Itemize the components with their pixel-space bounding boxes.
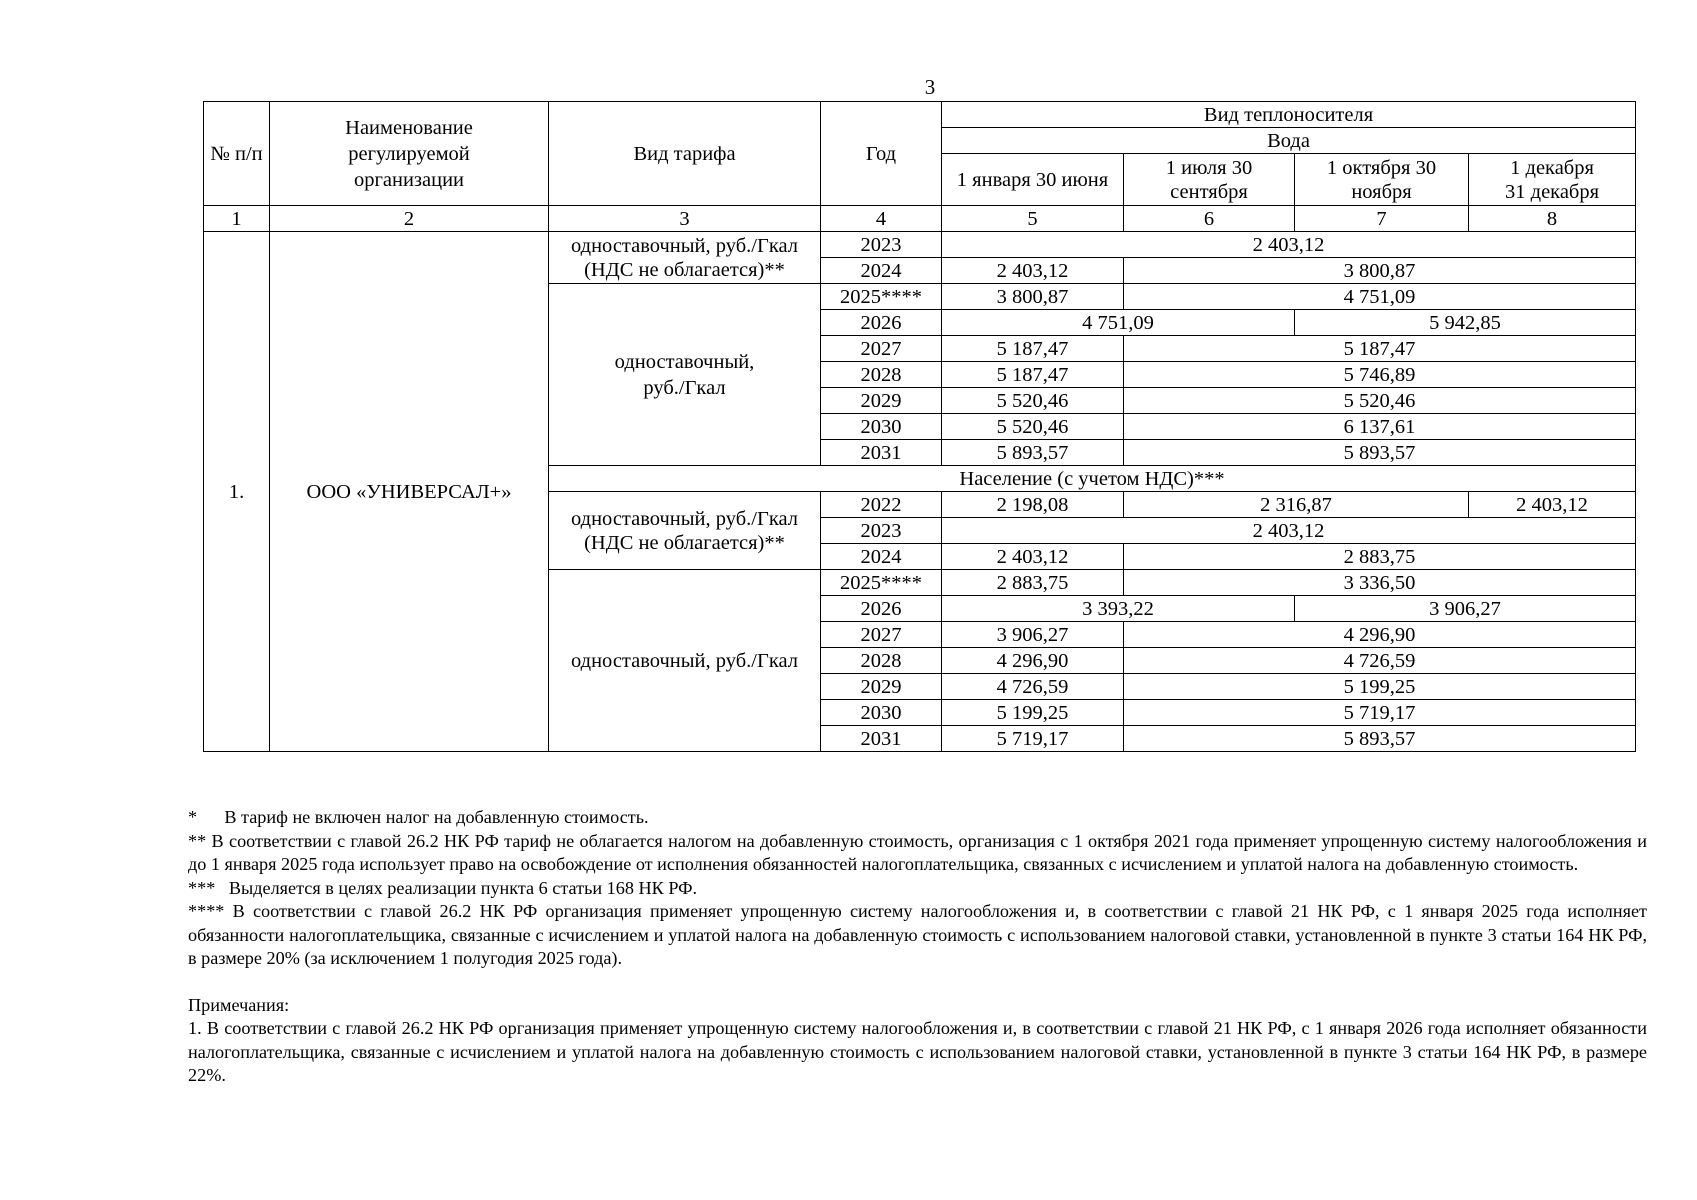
year-cell: 2028 [821, 362, 942, 388]
tariff-value-cell: 3 800,87 [1124, 258, 1636, 284]
tariff-type-cell: одноставочный, руб./Гкал (НДС не облагается)** [549, 492, 821, 570]
index-cell: 7 [1295, 206, 1469, 232]
index-row [204, 206, 1636, 232]
tariff-value-cell: 2 403,12 [942, 518, 1636, 544]
tariff-value-cell: 2 883,75 [942, 570, 1124, 596]
header-year: Год [821, 102, 942, 206]
footnote: ** В соответствии с главой 26.2 НК РФ тариф не облагается налогом на добавленную стоимость, организация с 1 октября 2021 года применяет упрощенную систему налогообложения и до 1 января 2025 года использует право на освобождение от исполнения обязанностей налогоплательщика, связанных с исчислением и уплатой налога на добавленную стоимость. [188, 830, 1647, 874]
tariff-value-cell: 5 520,46 [942, 414, 1124, 440]
organization-cell: ООО «УНИВЕРСАЛ+» [270, 232, 549, 752]
tariff-value-cell: 2 316,87 [1124, 492, 1469, 518]
tariff-value-cell: 3 800,87 [942, 284, 1124, 310]
year-cell: 2026 [821, 596, 942, 622]
tariff-value-cell: 5 746,89 [1124, 362, 1636, 388]
tariff-value-cell: 5 719,17 [1124, 700, 1636, 726]
tariff-value-cell: 5 893,57 [1124, 726, 1636, 752]
year-cell: 2024 [821, 258, 942, 284]
tariff-value-cell: 2 403,12 [942, 232, 1636, 258]
tariff-value-cell: 6 137,61 [1124, 414, 1636, 440]
year-cell: 2022 [821, 492, 942, 518]
year-cell: 2027 [821, 622, 942, 648]
tariff-value-cell: 3 906,27 [942, 622, 1124, 648]
year-cell: 2031 [821, 726, 942, 752]
index-cell: 2 [270, 206, 549, 232]
year-cell: 2023 [821, 518, 942, 544]
tariff-value-cell: 4 726,59 [1124, 648, 1636, 674]
header-water: Вода [942, 128, 1636, 154]
tariff-value-cell: 4 751,09 [942, 310, 1295, 336]
tariff-value-cell: 5 893,57 [1124, 440, 1636, 466]
year-cell: 2026 [821, 310, 942, 336]
year-cell: 2025**** [821, 284, 942, 310]
year-cell: 2023 [821, 232, 942, 258]
header-tariff-type: Вид тарифа [549, 102, 821, 206]
tariff-value-cell: 3 393,22 [942, 596, 1295, 622]
header-period: 1 декабря 31 декабря [1469, 154, 1636, 206]
tariff-value-cell: 5 199,25 [1124, 674, 1636, 700]
tariff-type-cell: одноставочный, руб./Гкал [549, 284, 821, 466]
year-cell: 2024 [821, 544, 942, 570]
tariff-type-cell: одноставочный, руб./Гкал [549, 570, 821, 752]
note-item: 1. В соответствии с главой 26.2 НК РФ организация применяет упрощенную систему налогообложения и, в соответствии с главой 21 НК РФ, с 1 января 2026 года исполняет обязанности налогоплательщика, связанные с исчислением и уплатой налога на добавленную стоимость с использованием налоговой ставки, установленной в пункте 3 статьи 164 НК РФ, в размере 22%. [188, 1018, 1647, 1085]
footnote: *** Выделяется в целях реализации пункта 6 статьи 168 НК РФ. [188, 877, 698, 898]
index-cell: 4 [821, 206, 942, 232]
index-cell: 8 [1469, 206, 1636, 232]
tariff-value-cell: 5 719,17 [942, 726, 1124, 752]
header-num: № п/п [204, 102, 270, 206]
tariff-value-cell: 2 403,12 [942, 258, 1124, 284]
index-cell: 5 [942, 206, 1124, 232]
index-cell: 6 [1124, 206, 1295, 232]
year-cell: 2030 [821, 700, 942, 726]
population-header-cell: Население (с учетом НДС)*** [549, 466, 1636, 492]
row-number-cell: 1. [204, 232, 270, 752]
tariff-table [203, 101, 1636, 752]
index-cell: 3 [549, 206, 821, 232]
tariff-value-cell: 5 893,57 [942, 440, 1124, 466]
year-cell: 2027 [821, 336, 942, 362]
year-cell: 2025**** [821, 570, 942, 596]
tariff-value-cell: 4 296,90 [942, 648, 1124, 674]
header-period: 1 июля 30 сентября [1124, 154, 1295, 206]
tariff-value-cell: 5 199,25 [942, 700, 1124, 726]
tariff-value-cell: 4 296,90 [1124, 622, 1636, 648]
header-coolant-type: Вид теплоносителя [942, 102, 1636, 128]
footnotes [188, 806, 1647, 1088]
year-cell: 2028 [821, 648, 942, 674]
tariff-type-cell: одноставочный, руб./Гкал (НДС не облагается)** [549, 232, 821, 284]
year-cell: 2029 [821, 388, 942, 414]
table-body [204, 102, 1636, 752]
header-period: 1 января 30 июня [942, 154, 1124, 206]
header-period: 1 октября 30 ноября [1295, 154, 1469, 206]
tariff-value-cell: 5 187,47 [942, 336, 1124, 362]
header-organization: Наименование регулируемой организации [270, 102, 549, 206]
tariff-value-cell: 5 187,47 [942, 362, 1124, 388]
footnote: * В тариф не включен налог на добавленную стоимость. [188, 807, 649, 827]
index-cell: 1 [204, 206, 270, 232]
tariff-value-cell: 5 520,46 [942, 388, 1124, 414]
year-cell: 2029 [821, 674, 942, 700]
footnote: **** В соответствии с главой 26.2 НК РФ организация применяет упрощенную систему налогообложения и, в соответствии с главой 21 НК РФ, с 1 января 2025 года исполняет обязанности налогоплательщика, связанные с исчислением и уплатой налога на добавленную стоимость с использованием налоговой ставки, установленной в пункте 3 статьи 164 НК РФ, в размере 20% (за исключением 1 полугодия 2025 года). [188, 901, 1647, 968]
tariff-value-cell: 3 336,50 [1124, 570, 1636, 596]
tariff-value-cell: 2 403,12 [1469, 492, 1636, 518]
notes-title: Примечания: [188, 994, 290, 1015]
tariff-value-cell: 4 751,09 [1124, 284, 1636, 310]
tariff-value-cell: 2 883,75 [1124, 544, 1636, 570]
tariff-value-cell: 3 906,27 [1295, 596, 1636, 622]
tariff-value-cell: 2 198,08 [942, 492, 1124, 518]
year-cell: 2031 [821, 440, 942, 466]
tariff-value-cell: 5 942,85 [1295, 310, 1636, 336]
header-row [204, 102, 1636, 128]
tariff-value-cell: 5 187,47 [1124, 336, 1636, 362]
page-number: 3 [924, 75, 936, 99]
tariff-value-cell: 5 520,46 [1124, 388, 1636, 414]
year-cell: 2030 [821, 414, 942, 440]
tariff-value-cell: 2 403,12 [942, 544, 1124, 570]
table-row [204, 232, 1636, 258]
tariff-value-cell: 4 726,59 [942, 674, 1124, 700]
